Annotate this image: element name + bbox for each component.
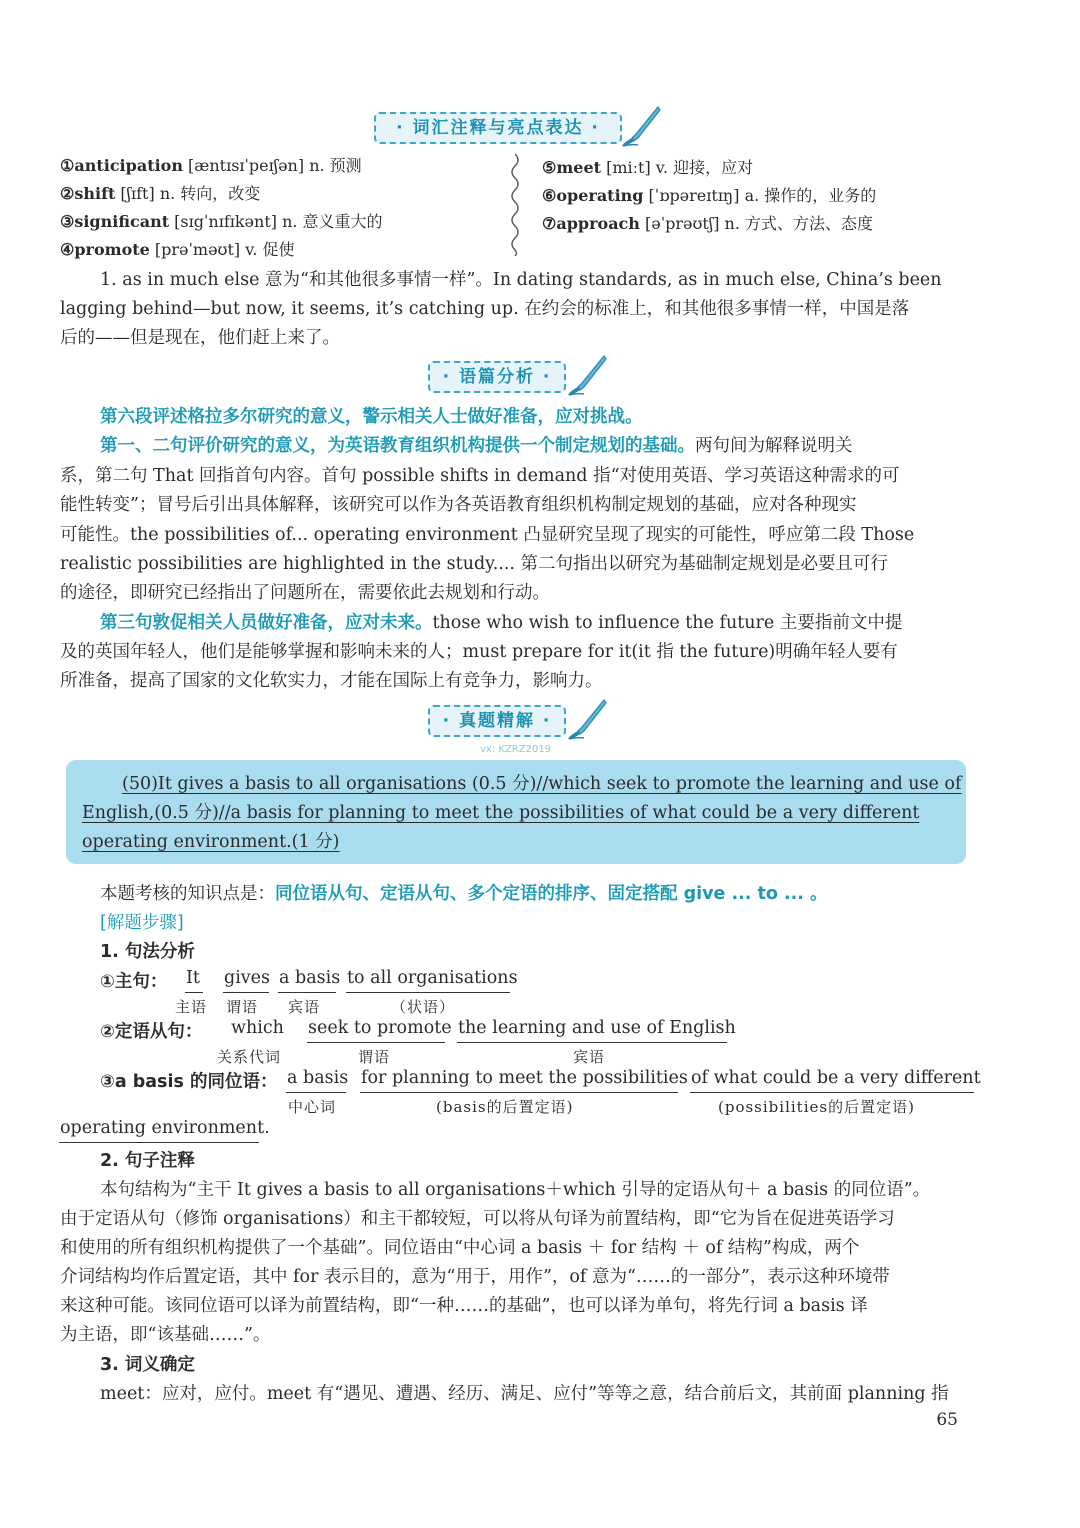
vocab-item: ③significant [sɪgˈnɪfɪkənt] n. 意义重大的 [60, 212, 383, 231]
annotation-line: 为主语，即“该基础……”。 [60, 1325, 271, 1345]
phrase-note-line: 后的——但是现在，他们赶上来了。 [60, 328, 340, 348]
analysis-paragraph-line: realistic possibilities are highlighted in the study.... 第二句指出以研究为基础制定规划是必要且可行 [60, 554, 889, 574]
grammar-tag: (possibilities的后置定语) [718, 1098, 915, 1116]
grammar-tag: 谓语 [226, 998, 259, 1016]
clause-part: gives [224, 968, 271, 988]
main-clause-label: ①主句： [100, 972, 168, 992]
analysis-paragraph-line: 第三句敦促相关人员做好准备，应对未来。those who wish to influence the future 主要指前文中提 [100, 613, 903, 633]
clause-part: to all organisations [347, 968, 518, 988]
underline [690, 1092, 974, 1093]
answer-line: (50)It gives a basis to all organisations (0.5 分)//which seek to promote the learning and use of [122, 774, 962, 794]
pen-icon [566, 353, 608, 397]
watermark: vx: KZRZ2019 [480, 744, 552, 755]
clause-part: seek to promote [308, 1018, 452, 1038]
answer-line: operating environment.(1 分) [82, 832, 340, 852]
grammar-tag: 关系代词 [217, 1048, 282, 1066]
clause-part: a basis [279, 968, 341, 988]
analysis-paragraph-line: 所准备，提高了国家的文化软实力，才能在国际上有竞争力，影响力。 [60, 671, 603, 691]
step-title: 2. 句子注释 [100, 1151, 195, 1171]
pen-icon [566, 697, 608, 741]
annotation-line: 本句结构为“主干 It gives a basis to all organisations＋which 引导的定语从句＋ a basis 的同位语”。 [100, 1180, 931, 1200]
solution-steps-label: [解题步骤] [100, 913, 184, 933]
grammar-tag: (basis的后置定语) [436, 1098, 574, 1116]
grammar-tag: 中心词 [288, 1098, 337, 1116]
grammar-tag: （状语） [391, 998, 456, 1016]
analysis-paragraph-line: 的途径，即研究已经指出了问题所在，需要依此去规划和行动。 [60, 583, 550, 603]
phrase-note-line: lagging behind—but now, it seems, it’s catching up. 在约会的标准上，和其他很多事情一样，中国是落 [60, 299, 910, 319]
annotation-line: 和使用的所有组织机构提供了一个基础”。同位语由“中心词 a basis ＋ for 结构 ＋ of 结构”构成，两个 [60, 1238, 860, 1258]
underline [346, 992, 510, 993]
answer-line: English,(0.5 分)//a basis for planning to meet the possibilities of what could be a very different [82, 803, 920, 823]
analysis-paragraph-line: 能性转变”；冒号后引出具体解释，该研究可以作为各英语教育组织机构制定规划的基础，应对各种现实 [60, 495, 857, 515]
grammar-tag: 宾语 [573, 1048, 606, 1066]
underline [286, 1092, 346, 1093]
clause-part: of what could be a very different [691, 1068, 981, 1088]
wavy-divider [508, 154, 522, 256]
knowledge-points: 本题考核的知识点是：同位语从句、定语从句、多个定语的排序、固定搭配 give ... to ... 。 [100, 884, 828, 904]
clause-part: operating environment. [60, 1118, 270, 1138]
annotation-line: 来这种可能。该同位语可以译为前置结构，即“一种……的基础”，也可以译为单句，将先行词 a basis 译 [60, 1296, 868, 1316]
vocab-item: ⑥operating [ˈɒpəreɪtɪŋ] a. 操作的，业务的 [542, 186, 877, 205]
page-number: 65 [936, 1410, 958, 1430]
vocab-item: ⑦approach [əˈprəʊtʃ] n. 方式、方法、态度 [542, 214, 873, 233]
vocab-section-header: · 词汇注释与亮点表达 · [374, 112, 622, 144]
appositive-label: ③a basis 的同位语： [100, 1072, 278, 1092]
underline [307, 1042, 445, 1043]
clause-part: a basis [287, 1068, 349, 1088]
analysis-paragraph-line: 可能性。the possibilities of... operating environment 凸显研究呈现了现实的可能性，呼应第二段 Those [60, 525, 915, 545]
annotation-line: 由于定语从句（修饰 organisations）和主干都较短，可以将从句译为前置结构，即“它为旨在促进英语学习 [60, 1209, 895, 1229]
analysis-section-header: · 语篇分析 · [428, 361, 566, 393]
clause-part: for planning to meet the possibilities [361, 1068, 688, 1088]
clause-part: It [186, 968, 200, 988]
grammar-tag: 谓语 [358, 1048, 391, 1066]
underline [59, 1142, 259, 1143]
analysis-heading: 第六段评述格拉多尔研究的意义，警示相关人士做好准备，应对挑战。 [100, 407, 643, 427]
vocab-item: ①anticipation [æntɪsɪˈpeɪʃən] n. 预测 [60, 156, 362, 175]
exam-section-header: · 真题精解 · [428, 705, 566, 737]
vocab-item: ②shift [ʃɪft] n. 转向，改变 [60, 184, 261, 203]
step-title: 1. 句法分析 [100, 942, 195, 962]
grammar-tag: 主语 [175, 998, 208, 1016]
step-title: 3. 词义确定 [100, 1355, 195, 1375]
vocab-item: ④promote [prəˈməʊt] v. 促使 [60, 240, 295, 259]
pen-icon [620, 104, 662, 148]
analysis-paragraph-line: 系，第二句 That 回指首句内容。首句 possible shifts in demand 指“对使用英语、学习英语这种需求的可 [60, 466, 900, 486]
analysis-paragraph-line: 及的英国年轻人，他们是能够掌握和影响未来的人；must prepare for it(it 指 the future)明确年轻人要有 [60, 642, 898, 662]
underline [185, 992, 203, 993]
underline [360, 1092, 678, 1093]
analysis-paragraph-line: 第一、二句评价研究的意义，为英语教育组织机构提供一个制定规划的基础。两句间为解释说明关 [100, 436, 853, 456]
attr-clause-label: ②定语从句： [100, 1022, 203, 1042]
phrase-note-line: 1. as in much else 意为“和其他很多事情一样”。In dating standards, as in much else, China’s been [100, 270, 942, 290]
clause-part: the learning and use of English [458, 1018, 736, 1038]
underline [278, 992, 336, 993]
annotation-line: 介词结构均作后置定语，其中 for 表示目的，意为“用于，用作”，of 意为“……的一部分”，表示这种环境带 [60, 1267, 890, 1287]
annotation-line: meet：应对，应付。meet 有“遇见、遭遇、经历、满足、应付”等等之意，结合前后文，其前面 planning 指 [100, 1384, 949, 1404]
underline [457, 1042, 727, 1043]
clause-part: which [231, 1018, 284, 1038]
grammar-tag: 宾语 [288, 998, 321, 1016]
vocab-item: ⑤meet [miːt] v. 迎接，应对 [542, 158, 754, 177]
underline [223, 992, 269, 993]
